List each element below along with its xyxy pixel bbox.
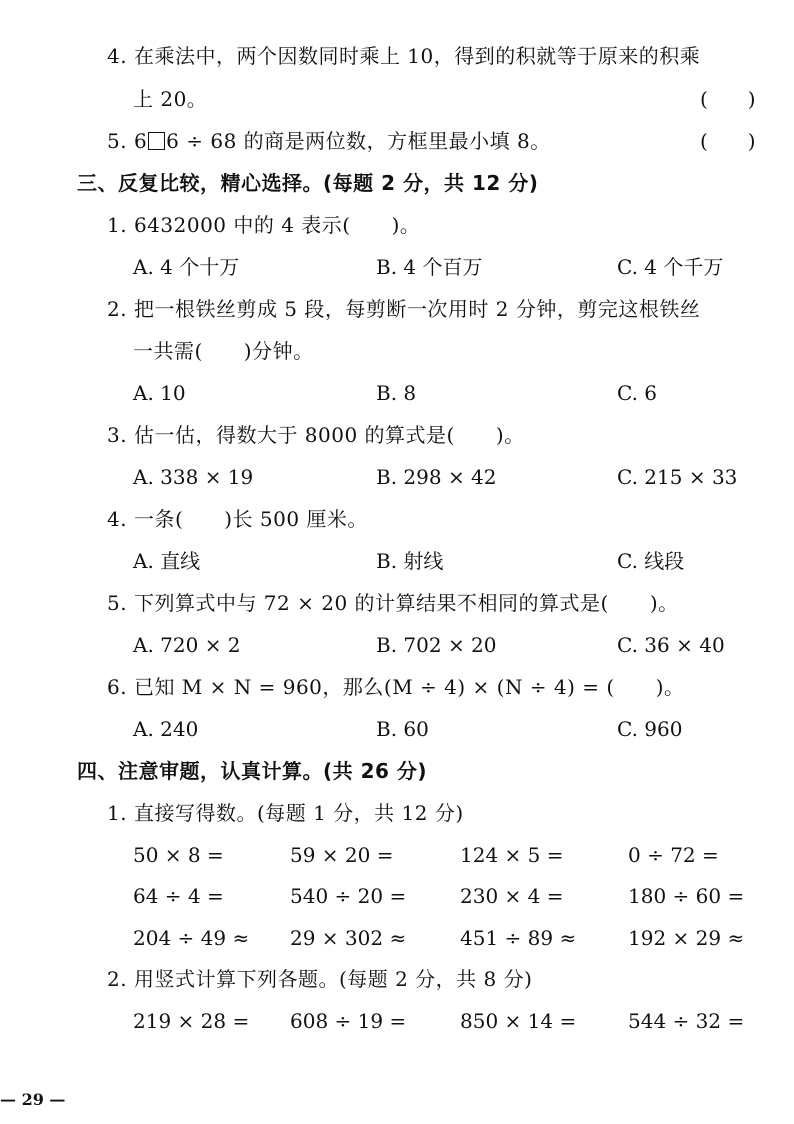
s3-q2-option-b[interactable]: B. 8 <box>376 381 417 405</box>
vertical-calc-3: 850 × 14 = <box>460 1009 577 1033</box>
s3-q1-option-b[interactable]: B. 4 个百万 <box>376 255 483 279</box>
s3-q4-text: 4. 一条( )长 500 厘米。 <box>107 507 368 531</box>
calc-r2-c3: 230 × 4 = <box>460 884 564 908</box>
calc-r1-c1: 50 × 8 = <box>133 843 224 867</box>
s3-q4-option-b[interactable]: B. 射线 <box>376 549 444 573</box>
judge-q4-answer-blank[interactable]: ( ) <box>700 87 756 111</box>
s3-q2-text: 2. 把一根铁丝剪成 5 段，每剪断一次用时 2 分钟，剪完这根铁丝 <box>107 297 701 321</box>
s3-q5-option-b[interactable]: B. 702 × 20 <box>376 633 497 657</box>
judge-q4-line2: 上 20。 <box>133 87 208 111</box>
calc-r1-c2: 59 × 20 = <box>290 843 394 867</box>
s3-q6-text: 6. 已知 M × N = 960，那么(M ÷ 4) × (N ÷ 4) = ( )。 <box>107 675 685 699</box>
calc-r2-c2: 540 ÷ 20 = <box>290 884 407 908</box>
judge-q4-line1: 4. 在乘法中，两个因数同时乘上 10，得到的积就等于原来的积乘 <box>107 44 701 68</box>
s3-q1-option-a[interactable]: A. 4 个十万 <box>133 255 240 279</box>
judge-q5-answer-blank[interactable]: ( ) <box>700 129 756 153</box>
vertical-calc-4: 544 ÷ 32 = <box>628 1009 745 1033</box>
section4-title: 四、注意审题，认真计算。(共 26 分) <box>77 759 428 783</box>
calc-r3-c2: 29 × 302 ≈ <box>290 926 407 950</box>
vertical-calc-1: 219 × 28 = <box>133 1009 250 1033</box>
s3-q6-option-b[interactable]: B. 60 <box>376 717 429 741</box>
s3-q2-text2: 一共需( )分钟。 <box>133 339 314 363</box>
s3-q4-option-c[interactable]: C. 线段 <box>617 549 685 573</box>
s3-q1-option-c[interactable]: C. 4 个千万 <box>617 255 724 279</box>
s3-q2-option-a[interactable]: A. 10 <box>133 381 186 405</box>
s3-q6-option-a[interactable]: A. 240 <box>133 717 199 741</box>
s3-q3-option-b[interactable]: B. 298 × 42 <box>376 465 497 489</box>
page-number: — 29 — <box>0 1090 66 1109</box>
judge-q5-suffix: 6 ÷ 68 的商是两位数，方框里最小填 8。 <box>166 129 551 153</box>
judge-q5 <box>107 128 551 154</box>
vertical-calc-2: 608 ÷ 19 = <box>290 1009 407 1033</box>
s3-q5-option-c[interactable]: C. 36 × 40 <box>617 633 725 657</box>
s3-q3-option-a[interactable]: A. 338 × 19 <box>133 465 254 489</box>
calc-r2-c1: 64 ÷ 4 = <box>133 884 224 908</box>
blank-box[interactable] <box>148 132 165 150</box>
calc-r1-c4: 0 ÷ 72 = <box>628 843 719 867</box>
s4-sub1-title: 1. 直接写得数。(每题 1 分，共 12 分) <box>107 801 464 825</box>
s3-q5-option-a[interactable]: A. 720 × 2 <box>133 633 241 657</box>
s3-q5-text: 5. 下列算式中与 72 × 20 的计算结果不相同的算式是( )。 <box>107 591 679 615</box>
s3-q6-option-c[interactable]: C. 960 <box>617 717 683 741</box>
calc-r3-c1: 204 ÷ 49 ≈ <box>133 926 250 950</box>
s3-q3-text: 3. 估一估，得数大于 8000 的算式是( )。 <box>107 423 525 447</box>
section3-title: 三、反复比较，精心选择。(每题 2 分，共 12 分) <box>77 171 539 195</box>
calc-r3-c4: 192 × 29 ≈ <box>628 926 745 950</box>
s3-q4-option-a[interactable]: A. 直线 <box>133 549 201 573</box>
s3-q2-option-c[interactable]: C. 6 <box>617 381 658 405</box>
s3-q3-option-c[interactable]: C. 215 × 33 <box>617 465 738 489</box>
s3-q1-text: 1. 6432000 中的 4 表示( )。 <box>107 213 421 237</box>
calc-r1-c3: 124 × 5 = <box>460 843 564 867</box>
s4-sub2-title: 2. 用竖式计算下列各题。(每题 2 分，共 8 分) <box>107 967 533 991</box>
calc-r2-c4: 180 ÷ 60 = <box>628 884 745 908</box>
judge-q5-prefix: 5. 6 <box>107 129 148 153</box>
calc-r3-c3: 451 ÷ 89 ≈ <box>460 926 577 950</box>
